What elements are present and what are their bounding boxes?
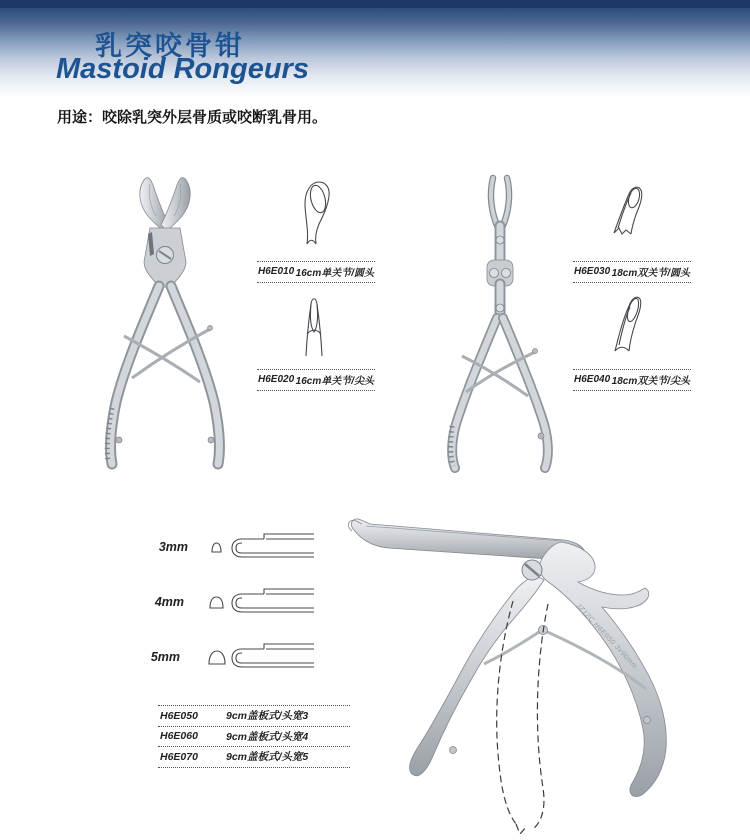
table-row [158, 705, 350, 726]
handle-screw-icon [116, 437, 122, 443]
product-table [158, 705, 350, 768]
tip-drawing-round-head-16cm [295, 178, 331, 250]
tip-drawing-round-head-18cm [606, 181, 646, 245]
size-drawing-3mm [204, 530, 316, 566]
tip-drawing-pointed-head-16cm [296, 292, 328, 360]
table-row [158, 726, 350, 747]
tip-drawing-pointed-head-18cm [607, 291, 645, 361]
product-label-h6e020 [257, 369, 375, 391]
screw-icon [157, 247, 174, 264]
product-spec: 18cm双关节/尖头 [611, 376, 690, 387]
size-label-5mm: 5mm [150, 650, 180, 664]
kerrison-rongeur-photo [336, 506, 696, 834]
kerrison-lever-handle [410, 577, 544, 776]
double-joint-shaft [487, 226, 513, 318]
product-spec: 9cm盖板式/头宽3 [226, 710, 309, 722]
product-label-h6e040 [573, 369, 691, 391]
product-code: H6E030 [574, 266, 611, 277]
handle-screw-icon [450, 747, 457, 754]
page-title-english: Mastoid Rongeurs [56, 53, 309, 85]
product-spec: 18cm双关节/圆头 [611, 268, 690, 279]
screw-icon [522, 560, 542, 580]
usage-note: 用途：咬除乳突外层骨质或咬断乳骨用。 [57, 109, 328, 126]
table-row [158, 746, 350, 768]
header-top-bar [0, 0, 750, 8]
handle-screw-icon [208, 437, 214, 443]
lever-motion-dashed-outline [497, 601, 548, 834]
product-spec: 16cm单关节/圆头 [295, 268, 374, 279]
size-label-4mm: 4mm [154, 595, 184, 609]
product-code: H6E070 [160, 750, 198, 763]
product-spec: 9cm盖板式/头宽5 [226, 751, 309, 763]
product-code: H6E020 [258, 374, 295, 385]
rongeur-handles [107, 286, 219, 464]
kerrison-fixed-handle [540, 542, 667, 797]
rongeur-double-joint-photo [408, 168, 588, 478]
size-label-3mm: 3mm [158, 540, 188, 554]
product-label-h6e010 [257, 261, 375, 283]
product-code: H6E010 [258, 266, 295, 277]
size-drawing-5mm [204, 640, 316, 676]
handle-screw-icon [538, 433, 544, 439]
product-label-h6e030 [573, 261, 691, 283]
product-code: H6E050 [160, 709, 198, 722]
handle-screw-icon [644, 717, 651, 724]
page-title-chinese: 乳突咬骨钳 [95, 31, 245, 61]
rongeur-jaws [140, 178, 190, 231]
product-code: H6E060 [160, 730, 198, 742]
size-drawing-4mm [204, 585, 316, 621]
product-code: H6E040 [574, 374, 611, 385]
handle-engraving: JZ12C H6E050 3x90mm [574, 602, 639, 671]
rongeur-handles [451, 318, 548, 468]
rongeur-single-joint-photo [62, 168, 272, 478]
product-spec: 16cm单关节/尖头 [295, 376, 374, 387]
product-spec: 9cm盖板式/头宽4 [226, 730, 309, 743]
